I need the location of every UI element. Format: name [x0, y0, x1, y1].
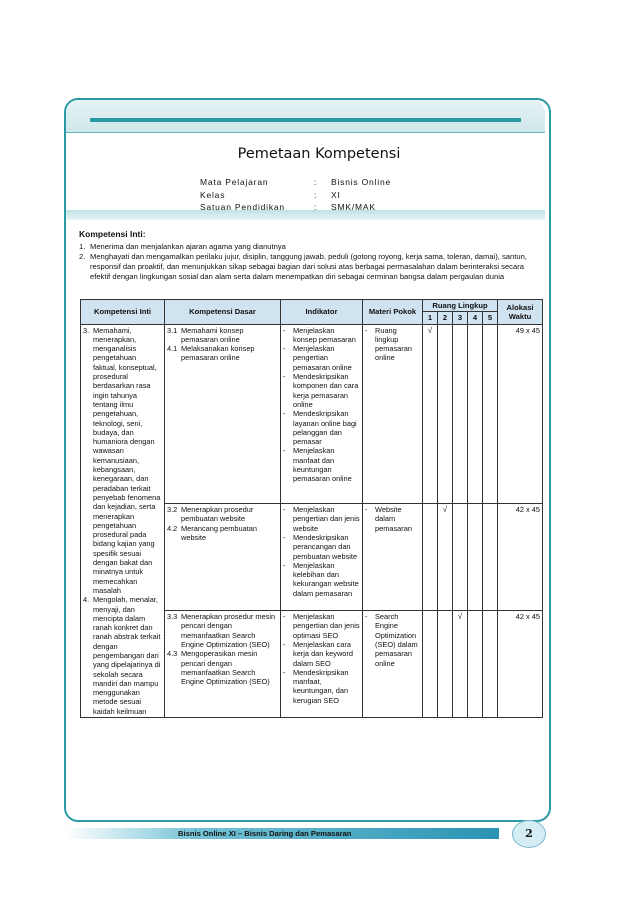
top-decor-bar	[66, 100, 545, 133]
header-materi: Materi Pokok	[363, 300, 423, 325]
ruang-cell	[483, 611, 498, 718]
indikator-cell	[281, 324, 363, 504]
kd-cell	[165, 324, 281, 504]
meta-row: Satuan Pendidikan : SMK/MAK	[200, 202, 376, 212]
ki-item: 2. Menghayati dan mengamalkan perilaku jujur, disiplin, tanggung jawab, peduli (gotong royong, kerja sama, toleran, damai), santun, responsif dan proaktif, dan menunjukkan sikap sebagai bagian dari solusi atas berbagai permasalahan dalam berinteraksi secara efektif dengan lingkungan sosial dan alam serta dalam menempatkan diri sebagai cerminan bangsa dalam pergaulan dunia	[79, 252, 527, 281]
ruang-cell	[423, 611, 438, 718]
header-ruang: Ruang Lingkup	[423, 300, 498, 312]
ruang-cell	[423, 504, 438, 611]
header-ruang-col: 5	[483, 312, 498, 324]
footer-text: Bisnis Online XI – Bisnis Daring dan Pemasaran	[178, 829, 352, 838]
indikator-entry: - Menjelaskan pengertian dan jenis optimasi SEO	[283, 612, 360, 640]
meta-label: Kelas	[200, 189, 226, 200]
competency-table	[80, 299, 543, 718]
indikator-cell	[281, 504, 363, 611]
materi-cell	[363, 504, 423, 611]
indikator-entry: - Mendeskripsikan komponen dan cara kerja pemasaran online	[283, 372, 359, 409]
ki-entry: 3. Memahami, menerapkan, menganalisis pengetahuan faktual, konseptual, prosedural berdasarkan rasa ingin tahunya tentang ilmu pengetahuan, teknologi, seni, budaya, dan humaniora dengan wawasan kemanusiaan, kebangsaan, kenegaraan, dan peradaban terkait penyebab fenomena dan kejadian, serta menerapkan pengetahuan prosedural pada bidang kajian yang spesifik sesuai dengan bakat dan minatnya untuk memecahkan masalah	[83, 325, 161, 595]
alokasi-cell: 42 x 45	[498, 611, 543, 718]
indikator-entry: - Menjelaskan manfaat dan keuntungan pemasaran online	[283, 446, 352, 484]
materi-entry: - Search Engine Optimization (SEO) dalam pemasaran online	[365, 612, 418, 668]
materi-cell	[363, 611, 423, 718]
ruang-cell	[483, 504, 498, 611]
alokasi-cell: 49 x 45	[498, 324, 543, 504]
ruang-cell	[468, 324, 483, 504]
indikator-entry: - Mendeskripsikan layanan online bagi pelanggan dan pemasar	[283, 409, 357, 447]
table-row	[81, 324, 543, 504]
meta-value: SMK/MAK	[331, 202, 376, 212]
header-alokasi: Alokasi Waktu	[498, 300, 543, 325]
meta-row: Kelas : XI	[200, 189, 341, 200]
kd-cell	[165, 504, 281, 611]
header-ruang-col: 2	[438, 312, 453, 324]
ki-entry: 4. Mengolah, menalar, menyaji, dan mencipta dalam ranah konkret dan ranah abstrak terkait dengan pengembangan dari yang dipelajarinya di sekolah secara mandiri dan mampu menggunakan metode sesuai kaidah keilmuan	[83, 595, 161, 716]
check-mark: √	[442, 505, 448, 515]
ruang-cell	[438, 324, 453, 504]
header-ruang-col: 4	[468, 312, 483, 324]
check-mark: √	[457, 612, 463, 622]
page-title: Pemetaan Kompetensi	[237, 146, 401, 162]
indikator-entry: - Menjelaskan konsep pemasaran	[283, 325, 356, 344]
kd-entry: 3.2 Menerapkan prosedur pembuatan website	[167, 505, 254, 524]
materi-cell	[363, 324, 423, 504]
ruang-cell	[453, 504, 468, 611]
kd-entry: 4.1 Melaksanakan konsep pemasaran online	[167, 344, 255, 363]
ki-heading: Kompetensi Inti:	[79, 229, 146, 239]
meta-label: Satuan Pendidikan	[200, 202, 285, 212]
meta-value: Bisnis Online	[331, 177, 392, 187]
indikator-entry: - Menjelaskan cara kerja dan keyword dalam SEO	[283, 639, 353, 668]
kd-entry: 3.1 Memahami konsep pemasaran online	[167, 325, 244, 344]
kd-cell	[165, 611, 281, 718]
kd-entry: 3.3 Menerapkan prosedur mesin pencari dengan memanfaatkan Search Engine Optimization (SEO)	[167, 612, 276, 649]
header-indikator: Indikator	[281, 300, 363, 325]
ruang-cell	[423, 324, 438, 504]
header-ki: Kompetensi Inti	[81, 300, 165, 325]
meta-label: Mata Pelajaran	[200, 177, 269, 187]
indikator-entry: - Menjelaskan pengertian pemasaran online	[283, 344, 352, 372]
check-mark: √	[427, 325, 433, 335]
materi-entry: - Website dalam pemasaran	[365, 505, 412, 533]
meta-block	[200, 177, 500, 215]
alokasi-cell: 42 x 45	[498, 504, 543, 611]
ruang-cell	[468, 504, 483, 611]
ruang-cell	[483, 324, 498, 504]
kd-entry: 4.2 Merancang pembuatan website	[167, 523, 258, 542]
indikator-entry: - Mendeskripsikan manfaat, keuntungan, dan kerugian SEO	[283, 667, 349, 705]
indikator-cell	[281, 611, 363, 718]
meta-value: XI	[331, 189, 341, 200]
indikator-entry: - Mendeskripsikan perancangan dan pembuatan website	[283, 533, 358, 561]
header-ruang-col: 3	[453, 312, 468, 324]
indikator-entry: - Menjelaskan pengertian dan jenis website	[283, 505, 360, 533]
ruang-cell	[438, 504, 453, 611]
ruang-cell	[453, 611, 468, 718]
header-kd: Kompetensi Dasar	[165, 300, 281, 325]
materi-entry: - Ruang lingkup pemasaran online	[365, 325, 412, 363]
ruang-cell	[468, 611, 483, 718]
ki-cell	[81, 324, 165, 717]
header-ruang-col: 1	[423, 312, 438, 324]
indikator-entry: - Menjelaskan kelebihan dan kekurangan website dalam pemasaran	[283, 560, 359, 598]
ki-list	[79, 242, 542, 282]
ruang-cell	[453, 324, 468, 504]
page-number: 2	[512, 820, 546, 848]
ki-item: 1. Menerima dan menjalankan ajaran agama yang dianutnya	[79, 242, 286, 251]
kd-entry: 4.3 Mengoperasikan mesin pencari dengan memanfaatkan Search Engine Optimization (SEO)	[167, 649, 270, 687]
meta-row: Mata Pelajaran : Bisnis Online	[200, 177, 392, 187]
ruang-cell	[438, 611, 453, 718]
